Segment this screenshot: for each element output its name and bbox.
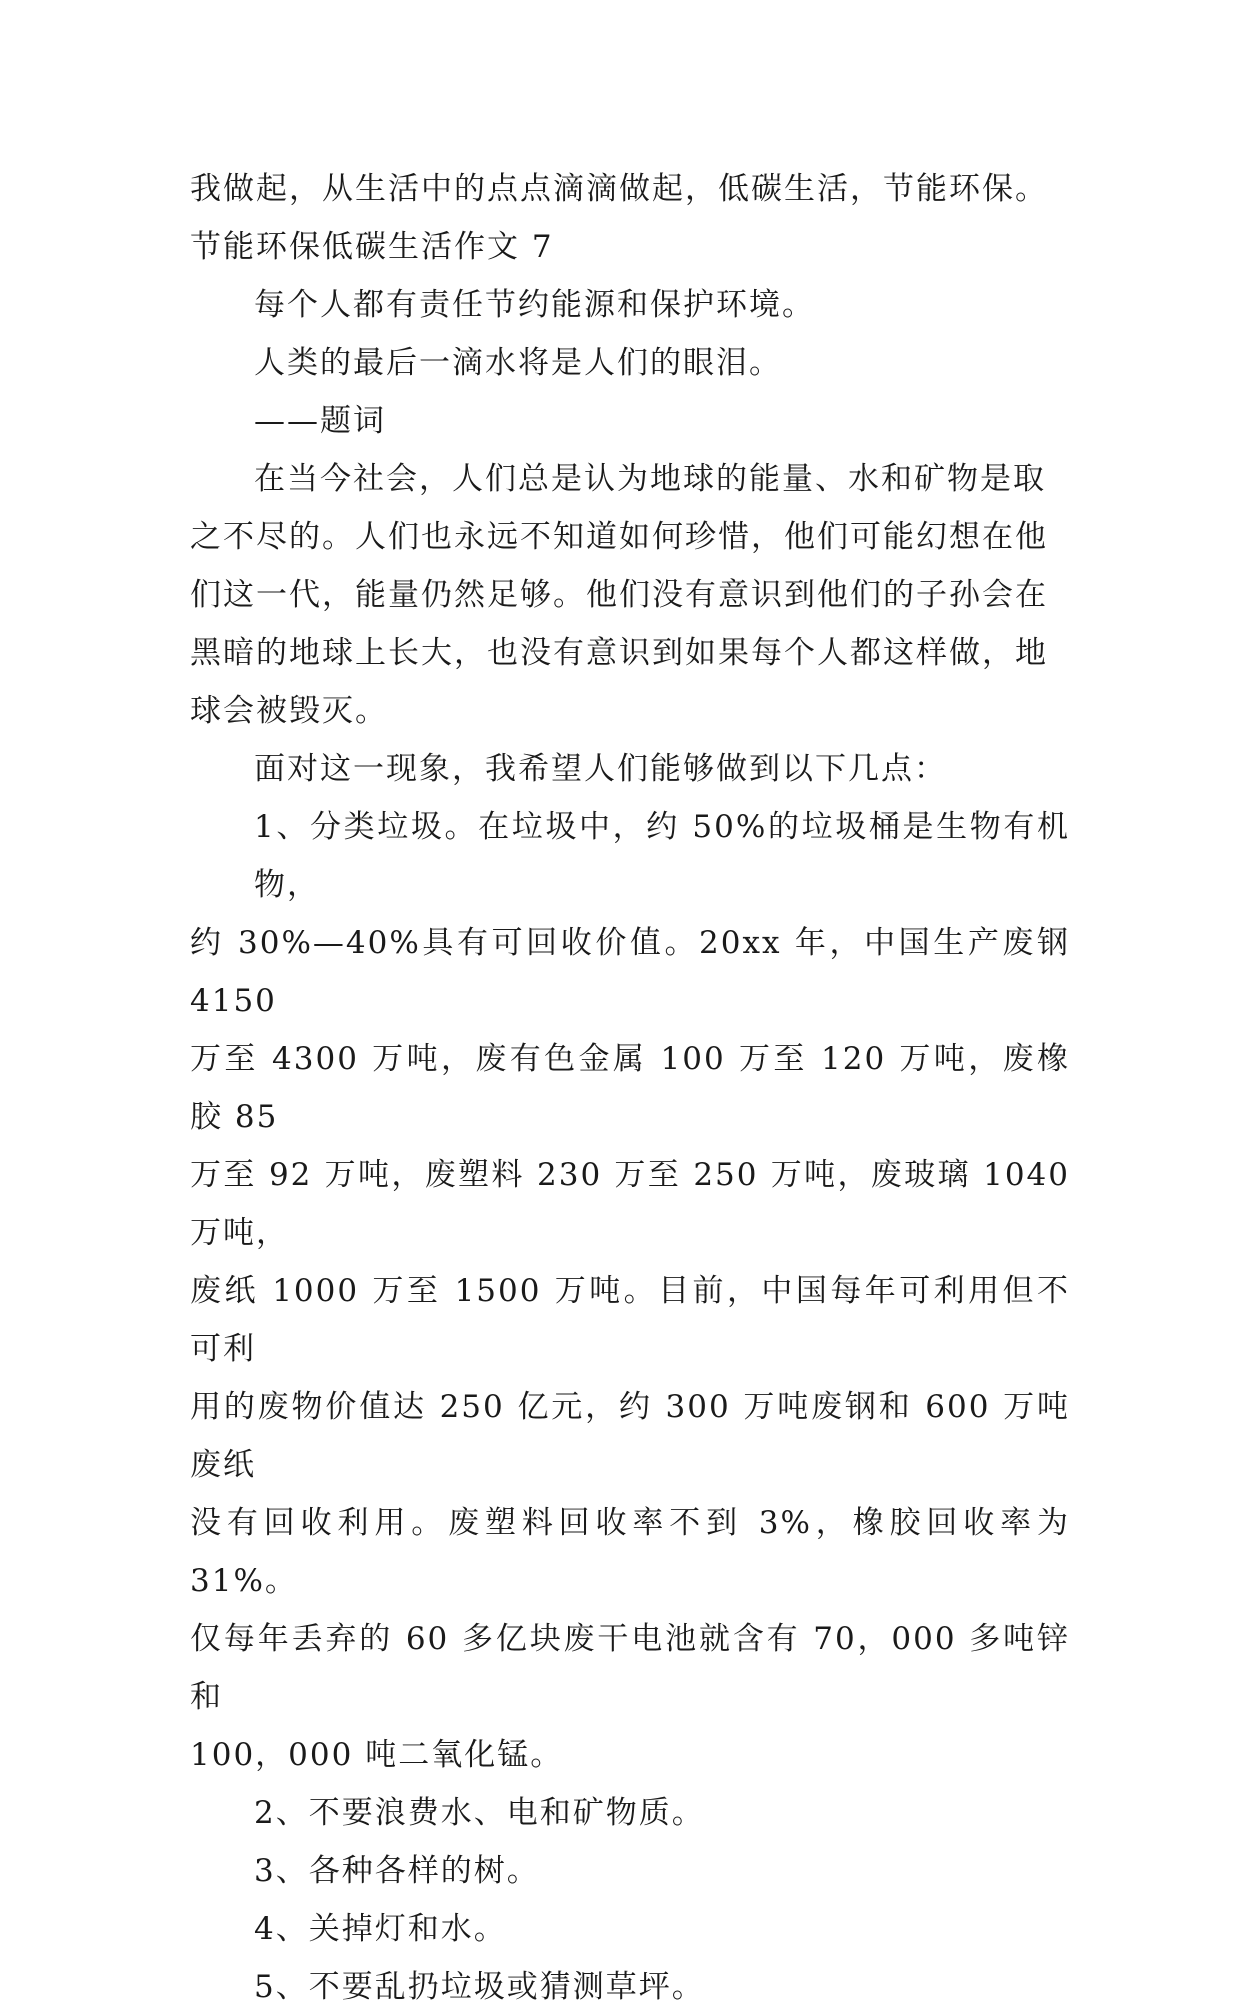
paragraph-4-line: 在当今社会，人们总是认为地球的能量、水和矿物是取: [254, 461, 1046, 497]
paragraph-8: 3、各种各样的树。: [254, 1853, 540, 1889]
paragraph-6-line: 用的废物价值达 250 亿元，约 300 万吨废钢和 600 万吨废纸: [190, 1389, 1070, 1483]
paragraph-4-line: 黑暗的地球上长大，也没有意识到如果每个人都这样做，地: [190, 635, 1048, 671]
paragraph-4: [190, 450, 1070, 740]
paragraph-6-line: 没有回收利用。废塑料回收率不到 3%，橡胶回收率为 31%。: [190, 1505, 1070, 1599]
paragraph-6-line: 约 30%—40%具有可回收价值。20xx 年，中国生产废钢 4150: [190, 925, 1070, 1019]
paragraph-4-line: 球会被毁灭。: [190, 693, 388, 729]
paragraph-9: 4、关掉灯和水。: [254, 1911, 507, 1947]
paragraph-6-line: 万至 4300 万吨，废有色金属 100 万至 120 万吨，废橡胶 85: [190, 1041, 1070, 1135]
essay-title: 节能环保低碳生活作文 7: [190, 229, 554, 265]
paragraph-6-line: 100，000 吨二氧化锰。: [190, 1737, 564, 1773]
paragraph-2: 人类的最后一滴水将是人们的眼泪。: [254, 345, 782, 381]
paragraph-5: 面对这一现象，我希望人们能够做到以下几点：: [254, 751, 947, 787]
paragraph-6-line: 万至 92 万吨，废塑料 230 万至 250 万吨，废玻璃 1040 万吨，: [190, 1157, 1070, 1251]
paragraph-6-line: 仅每年丢弃的 60 多亿块废干电池就含有 70，000 多吨锌和: [190, 1621, 1070, 1715]
paragraph-10: 5、不要乱扔垃圾或猜测草坪。: [254, 1969, 705, 2005]
paragraph-4-line: 们这一代，能量仍然足够。他们没有意识到他们的子孙会在: [190, 577, 1048, 613]
paragraph-6-line: 废纸 1000 万至 1500 万吨。目前，中国每年可利用但不可利: [190, 1273, 1070, 1367]
epigraph-attribution: ——题词: [254, 403, 386, 439]
paragraph-6-line: 1、分类垃圾。在垃圾中，约 50%的垃圾桶是生物有机物，: [254, 809, 1070, 903]
continuation-paragraph: 我做起，从生活中的点点滴滴做起，低碳生活，节能环保。: [190, 171, 1048, 207]
paragraph-1: 每个人都有责任节约能源和保护环境。: [254, 287, 815, 323]
paragraph-4-line: 之不尽的。人们也永远不知道如何珍惜，他们可能幻想在他: [190, 519, 1048, 555]
paragraph-7: 2、不要浪费水、电和矿物质。: [254, 1795, 705, 1831]
document-body: [190, 160, 1070, 2016]
paragraph-6: [190, 798, 1070, 1784]
